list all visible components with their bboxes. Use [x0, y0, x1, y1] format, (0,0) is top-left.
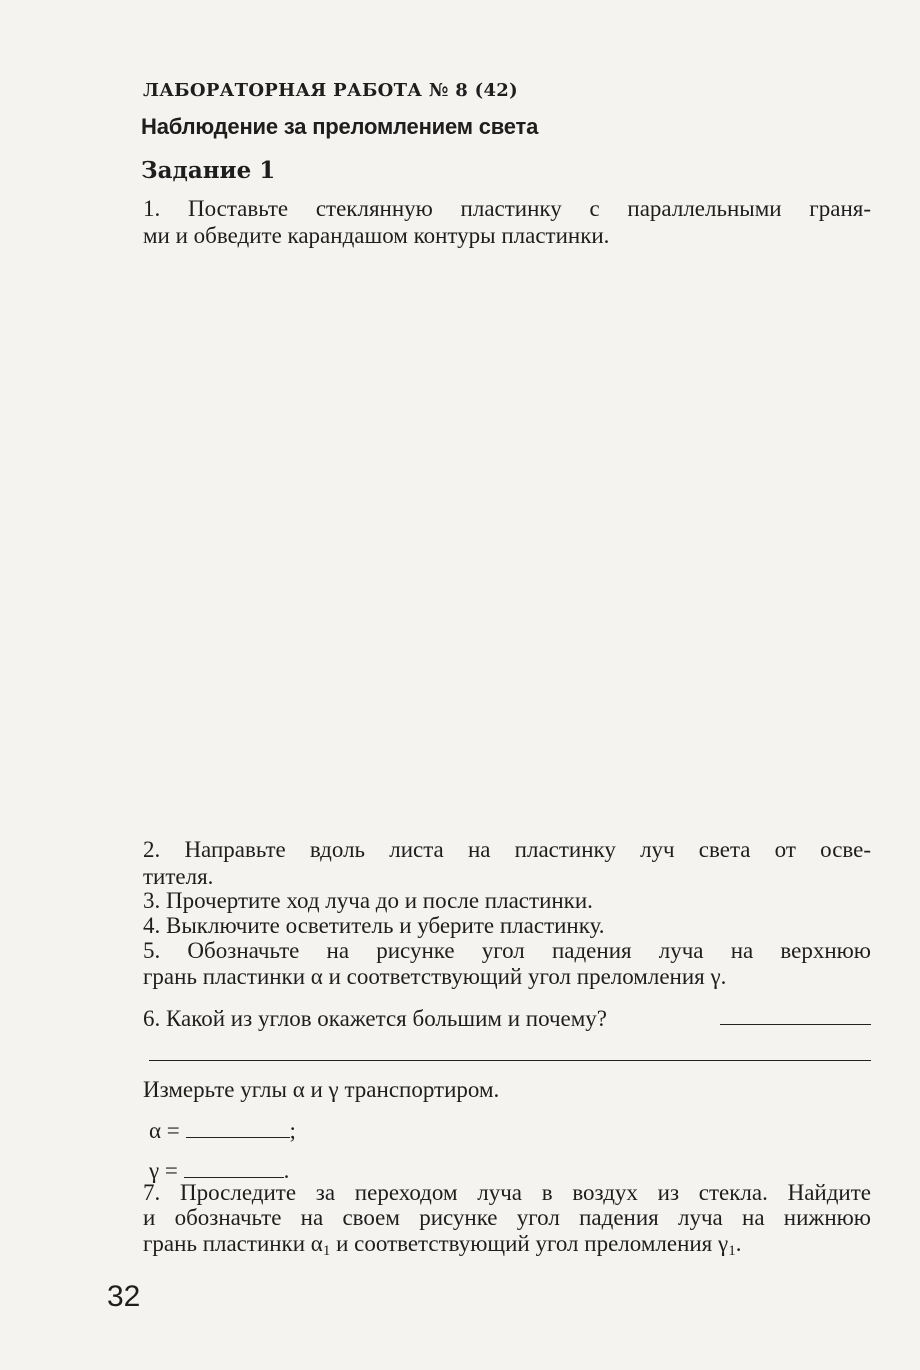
step-2: [143, 836, 871, 863]
step-7-line-2: и обозначьте на своем рисунке угол падения луча на нижнюю: [143, 1205, 871, 1230]
step-5-cont: [143, 963, 871, 990]
page-number: 32: [107, 1280, 141, 1313]
gamma-answer-line[interactable]: [184, 1159, 284, 1178]
answer-line-step-6[interactable]: [720, 1024, 871, 1025]
step-5-line-2: грань пластинки α и соответствующий угол преломления γ.: [143, 964, 727, 989]
step-7-line-3: грань пластинки $\alpha_1$ и соответствующий угол преломления $\gamma_1$.: [143, 1231, 742, 1259]
step-7-line-1: 7. Проследите за переходом луча в воздух из стекла. Найдите: [143, 1180, 871, 1205]
step-2-line-2: тителя.: [143, 864, 214, 889]
lab-title: ЛАБОРАТОРНАЯ РАБОТА № 8 (42): [143, 80, 518, 101]
alpha-answer-line[interactable]: [186, 1119, 290, 1138]
step-5: [143, 937, 871, 964]
task-heading: Задание 1: [141, 157, 276, 184]
measure-instruction: Измерьте углы α и γ транспортиром.: [143, 1077, 500, 1102]
step-5-line-1: 5. Обозначьте на рисунке угол падения луча на верхнюю: [143, 938, 871, 963]
step-7: [143, 1179, 871, 1206]
answer-line-step-6-full[interactable]: [149, 1060, 871, 1061]
lab-subtitle: Наблюдение за преломлением света: [141, 114, 539, 139]
alpha-label: α =: [149, 1118, 180, 1143]
gamma-answer: γ = .: [149, 1158, 290, 1183]
step-1-line-1: 1. Поставьте стеклянную пластинку с параллельными граня-: [143, 196, 871, 221]
step-3: 3. Прочертите ход луча до и после пластинки.: [143, 888, 593, 913]
step-1: [143, 195, 871, 222]
step-7-cont: [143, 1204, 871, 1231]
gamma-label: γ =: [149, 1158, 178, 1183]
step-2-cont: [143, 863, 871, 890]
step-6: 6. Какой из углов окажется большим и почему?: [143, 1006, 608, 1031]
alpha-answer: α = ;: [149, 1118, 296, 1143]
step-1-line-2: ми и обведите карандашом контуры пластинки.: [143, 223, 610, 248]
step-2-line-1: 2. Направьте вдоль листа на пластинку луч света от осве-: [143, 837, 871, 862]
step-4: 4. Выключите осветитель и уберите пластинку.: [143, 913, 605, 938]
step-7-cont2: [143, 1230, 871, 1265]
step-1-cont: [143, 222, 871, 249]
